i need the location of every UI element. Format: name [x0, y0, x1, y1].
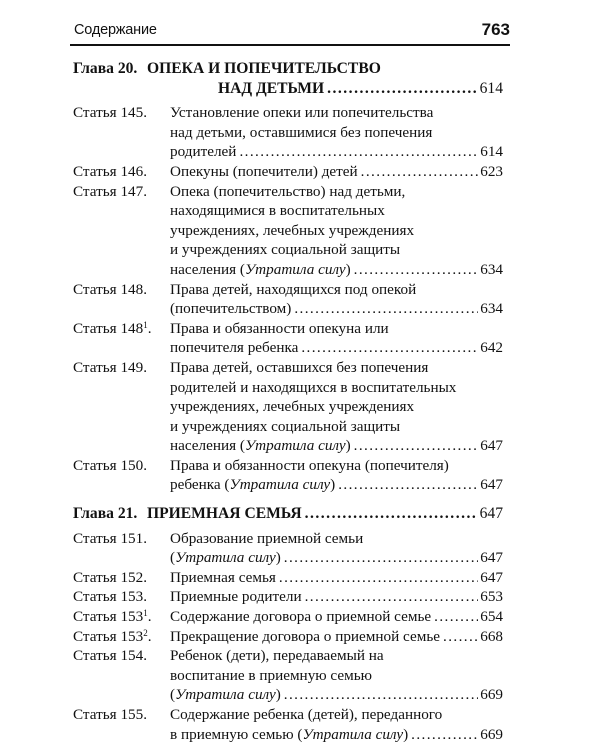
article-title-text: Содержание договора о приемной семье: [170, 608, 432, 626]
article-title-line: Образование приемной семьи: [170, 529, 364, 547]
article-title-line: Права и обязанности опекуна или: [170, 319, 389, 337]
chapter-title-line: ОПЕКА И ПОПЕЧИТЕЛЬСТВО: [147, 60, 381, 77]
article-title-line: [170, 548, 281, 568]
article-label-superscript: 2: [143, 627, 148, 638]
article-label-text: Статья 153: [73, 627, 144, 645]
toc-entry-line: [73, 456, 503, 476]
article-title-text: (: [170, 686, 176, 704]
toc-entry[interactable]: [73, 182, 503, 280]
article-label: [73, 627, 152, 647]
toc-entry-line: [73, 705, 503, 725]
chapter-20-heading[interactable]: [73, 59, 503, 79]
article-label-text: Статья 154.: [73, 647, 148, 665]
article-title-line: [170, 338, 298, 358]
article-label: [73, 280, 147, 300]
article-title-line: Опека (попечительство) над детьми,: [170, 182, 406, 200]
article-label-text: Статья 148.: [73, 280, 148, 298]
article-title-lead: [170, 162, 503, 182]
article-title-line: [170, 607, 431, 627]
toc-entry[interactable]: [73, 162, 503, 182]
article-label-text: Статья 152.: [73, 568, 148, 586]
chapter-page: 647: [479, 505, 503, 523]
article-title-line: Установление опеки или попечительства: [170, 104, 434, 122]
article-page: 642: [480, 339, 503, 357]
chapter-title-line: НАД ДЕТЬМИ: [218, 79, 325, 97]
toc-entry[interactable]: [73, 568, 503, 588]
article-title-line: [170, 685, 281, 705]
leader-dots: [291, 299, 478, 319]
article-page: 647: [480, 476, 503, 494]
toc-entry-line: [73, 319, 503, 339]
chapter-title-line: ПРИЕМНАЯ СЕМЬЯ: [147, 505, 302, 523]
article-title-line: Содержание ребенка (детей), переданного: [170, 706, 443, 723]
article-status-close: ): [345, 260, 351, 278]
leader-dots: [351, 260, 479, 280]
toc-entry-line: [73, 201, 503, 221]
article-label: [73, 705, 147, 725]
article-title-text: Опекуны (попечители) детей: [170, 162, 358, 180]
article-title-text: родителей: [170, 143, 237, 161]
article-label-superscript: 1: [143, 319, 148, 330]
article-title-lead: [170, 685, 503, 705]
leader-dots: [281, 685, 478, 705]
chapter-title-lead: [218, 79, 503, 99]
article-title-lead: [170, 338, 503, 358]
toc-entry[interactable]: [73, 529, 503, 568]
toc-entry-line: [73, 103, 503, 123]
article-title-lead: [170, 436, 503, 456]
article-status-italic: Утратила силу: [244, 260, 346, 278]
article-title-text: Прекращение договора о приемной семье: [170, 627, 440, 645]
toc-entry[interactable]: [73, 456, 503, 495]
article-status-italic: Утратила силу: [175, 549, 276, 567]
toc-entry[interactable]: [73, 319, 503, 358]
article-title-line: и учреждениях социальной защиты: [170, 241, 401, 259]
article-title-line: учреждениях, лечебных учреждениях: [170, 221, 415, 239]
article-title-line: [170, 260, 351, 280]
article-label-text: Статья 149.: [73, 358, 148, 376]
toc-entry-line: [73, 338, 503, 358]
leader-dots: [358, 162, 479, 182]
article-page: 669: [480, 725, 503, 743]
toc-entry-line: [73, 142, 503, 162]
article-title-text: ребенка (: [170, 476, 230, 494]
article-label-text: Статья 153: [73, 608, 144, 626]
article-page: 668: [480, 627, 503, 645]
article-title-text: (: [170, 549, 176, 567]
spacer: [73, 495, 503, 504]
toc-entry-line: [73, 587, 503, 607]
article-label-text: Статья 145.: [73, 104, 148, 122]
article-label-text: Статья 147.: [73, 182, 148, 200]
article-title-line: находящимися в воспитательных: [170, 202, 385, 220]
article-label-text: Статья 150.: [73, 456, 148, 474]
toc-entry-line: [73, 627, 503, 647]
article-label: [73, 587, 147, 607]
article-title-text: Приемные родители: [170, 588, 302, 606]
chapter-label: Глава 21.: [73, 505, 138, 523]
leader-dots: [351, 436, 479, 456]
toc-entry[interactable]: [73, 358, 503, 456]
article-label-text: Статья 146.: [73, 162, 148, 180]
article-label: [73, 646, 147, 666]
article-status-close: ): [403, 725, 409, 743]
article-label: [73, 456, 147, 476]
article-status-italic: Утратила силу: [175, 686, 276, 704]
article-title-line: воспитание в приемную семью: [170, 666, 372, 684]
article-page: 647: [480, 549, 503, 567]
toc-entry-line: [73, 685, 503, 705]
article-title-line: над детьми, оставшимися без попечения: [170, 123, 433, 141]
article-page: 654: [480, 608, 503, 626]
article-page: 669: [480, 686, 503, 704]
article-title-text: в приемную семью (: [170, 725, 303, 743]
article-page: 634: [480, 300, 503, 318]
chapter-page: 614: [479, 79, 503, 97]
article-title-text: попечителя ребенка: [170, 339, 299, 357]
toc-entry-line: [73, 568, 503, 588]
article-title-line: [170, 587, 302, 607]
article-label: [73, 319, 152, 339]
article-label-tail: .: [147, 608, 152, 626]
article-label: [73, 568, 147, 588]
toc-entry-line: [73, 646, 503, 666]
toc-entry-line: [73, 260, 503, 280]
article-title-lead: [170, 260, 503, 280]
article-page: 623: [480, 162, 503, 180]
article-label-text: Статья 153.: [73, 588, 148, 606]
chapter-20-articles: [73, 103, 503, 495]
article-title-lead: [170, 568, 503, 588]
article-title-line: и учреждениях социальной защиты: [170, 417, 401, 435]
toc-entry-line: [73, 666, 503, 686]
running-head: [70, 20, 510, 42]
toc-entry-line: [73, 417, 503, 437]
article-title-lead: [170, 627, 503, 647]
article-title-line: родителей и находящихся в воспитательных: [170, 378, 457, 396]
toc-entry-line: [73, 358, 503, 378]
toc-entry-line: [73, 529, 503, 549]
article-label: [73, 358, 147, 378]
article-title-line: [170, 627, 440, 647]
article-status-close: ): [275, 549, 281, 567]
article-page: 647: [480, 568, 503, 586]
leader-dots: [298, 338, 478, 358]
article-title-lead: [170, 299, 503, 319]
article-title-line: [170, 162, 358, 182]
toc-entry-line: [73, 378, 503, 398]
article-status-italic: Утратила силу: [244, 437, 346, 455]
article-title-lead: [170, 725, 503, 745]
toc-entry[interactable]: [73, 103, 503, 162]
article-title-line: Права детей, находящихся под опекой: [170, 280, 417, 298]
toc-entry-line: [73, 162, 503, 182]
toc-entry-line: [73, 436, 503, 456]
toc-entry-line: [73, 299, 503, 319]
article-title-lead: [170, 548, 503, 568]
article-title-line: [170, 568, 276, 588]
article-title-text: (попечительством): [170, 300, 292, 318]
leader-dots: [236, 142, 478, 162]
article-status-close: ): [345, 437, 351, 455]
article-title-line: Права и обязанности опекуна (попечителя): [170, 456, 449, 474]
toc-entry[interactable]: [73, 627, 503, 647]
article-title-text: населения (: [170, 260, 245, 278]
article-title-text: населения (: [170, 437, 245, 455]
article-title-line: Права детей, оставшихся без попечения: [170, 358, 429, 376]
toc-entry-line: [73, 607, 503, 627]
leader-dots: [324, 79, 478, 99]
leader-dots: [335, 475, 478, 495]
toc-entry-line: [73, 182, 503, 202]
article-label-text: Статья 155.: [73, 706, 148, 723]
leader-dots: [276, 568, 478, 588]
page-number: 763: [481, 20, 510, 39]
header-rule: [70, 44, 510, 46]
leader-dots: [440, 627, 478, 647]
leader-dots: [302, 504, 478, 524]
toc-entry-line: [73, 475, 503, 495]
article-title-line: [170, 436, 351, 456]
toc-entry-line: [73, 548, 503, 568]
toc-entry-line: [73, 221, 503, 241]
toc-entry-line: [73, 123, 503, 143]
article-title-line: [170, 475, 335, 495]
article-title-lead: [170, 587, 503, 607]
article-page: 647: [480, 437, 503, 455]
toc-entry[interactable]: [73, 646, 503, 705]
article-label-tail: .: [147, 319, 152, 337]
running-head-title: Содержание: [74, 22, 157, 38]
article-label: [73, 162, 147, 182]
toc-entry[interactable]: [73, 705, 503, 744]
article-title-line: учреждениях, лечебных учреждениях: [170, 398, 415, 416]
article-status-italic: Утратила силу: [302, 725, 404, 743]
article-title-line: Ребенок (дети), передаваемый на: [170, 647, 384, 665]
leader-dots: [408, 725, 478, 745]
chapter-21-articles: [73, 529, 503, 745]
article-label: [73, 182, 147, 202]
article-page: 653: [480, 588, 503, 606]
article-label: [73, 607, 152, 627]
toc-entry[interactable]: [73, 280, 503, 319]
table-of-contents: [73, 59, 503, 744]
article-title-line: [170, 142, 236, 162]
article-status-close: ): [330, 476, 336, 494]
article-title-text: Приемная семья: [170, 568, 276, 586]
toc-entry[interactable]: [73, 587, 503, 607]
article-title-line: [170, 299, 291, 319]
article-label-tail: .: [147, 627, 152, 645]
article-status-italic: Утратила силу: [229, 476, 331, 494]
chapter-title-lead: [147, 504, 503, 524]
leader-dots: [281, 548, 478, 568]
article-label-text: Статья 148: [73, 319, 144, 337]
article-title-line: [170, 725, 408, 745]
toc-entry-line: [73, 240, 503, 260]
toc-entry-line: [73, 725, 503, 745]
article-title-lead: [170, 475, 503, 495]
toc-entry-line: [73, 397, 503, 417]
article-title-lead: [170, 607, 503, 627]
chapter-label: Глава 20.: [73, 60, 138, 77]
toc-entry-line: [73, 280, 503, 300]
chapter-20-heading-cont[interactable]: [73, 79, 503, 99]
article-page: 614: [480, 143, 503, 161]
leader-dots: [431, 607, 478, 627]
toc-entry[interactable]: [73, 607, 503, 627]
article-label: [73, 103, 147, 123]
leader-dots: [302, 587, 479, 607]
article-label-text: Статья 151.: [73, 529, 148, 547]
article-label-superscript: 1: [143, 608, 148, 619]
article-page: 634: [480, 260, 503, 278]
article-title-lead: [170, 142, 503, 162]
chapter-21-heading[interactable]: [73, 504, 503, 524]
article-label: [73, 529, 147, 549]
article-status-close: ): [275, 686, 281, 704]
